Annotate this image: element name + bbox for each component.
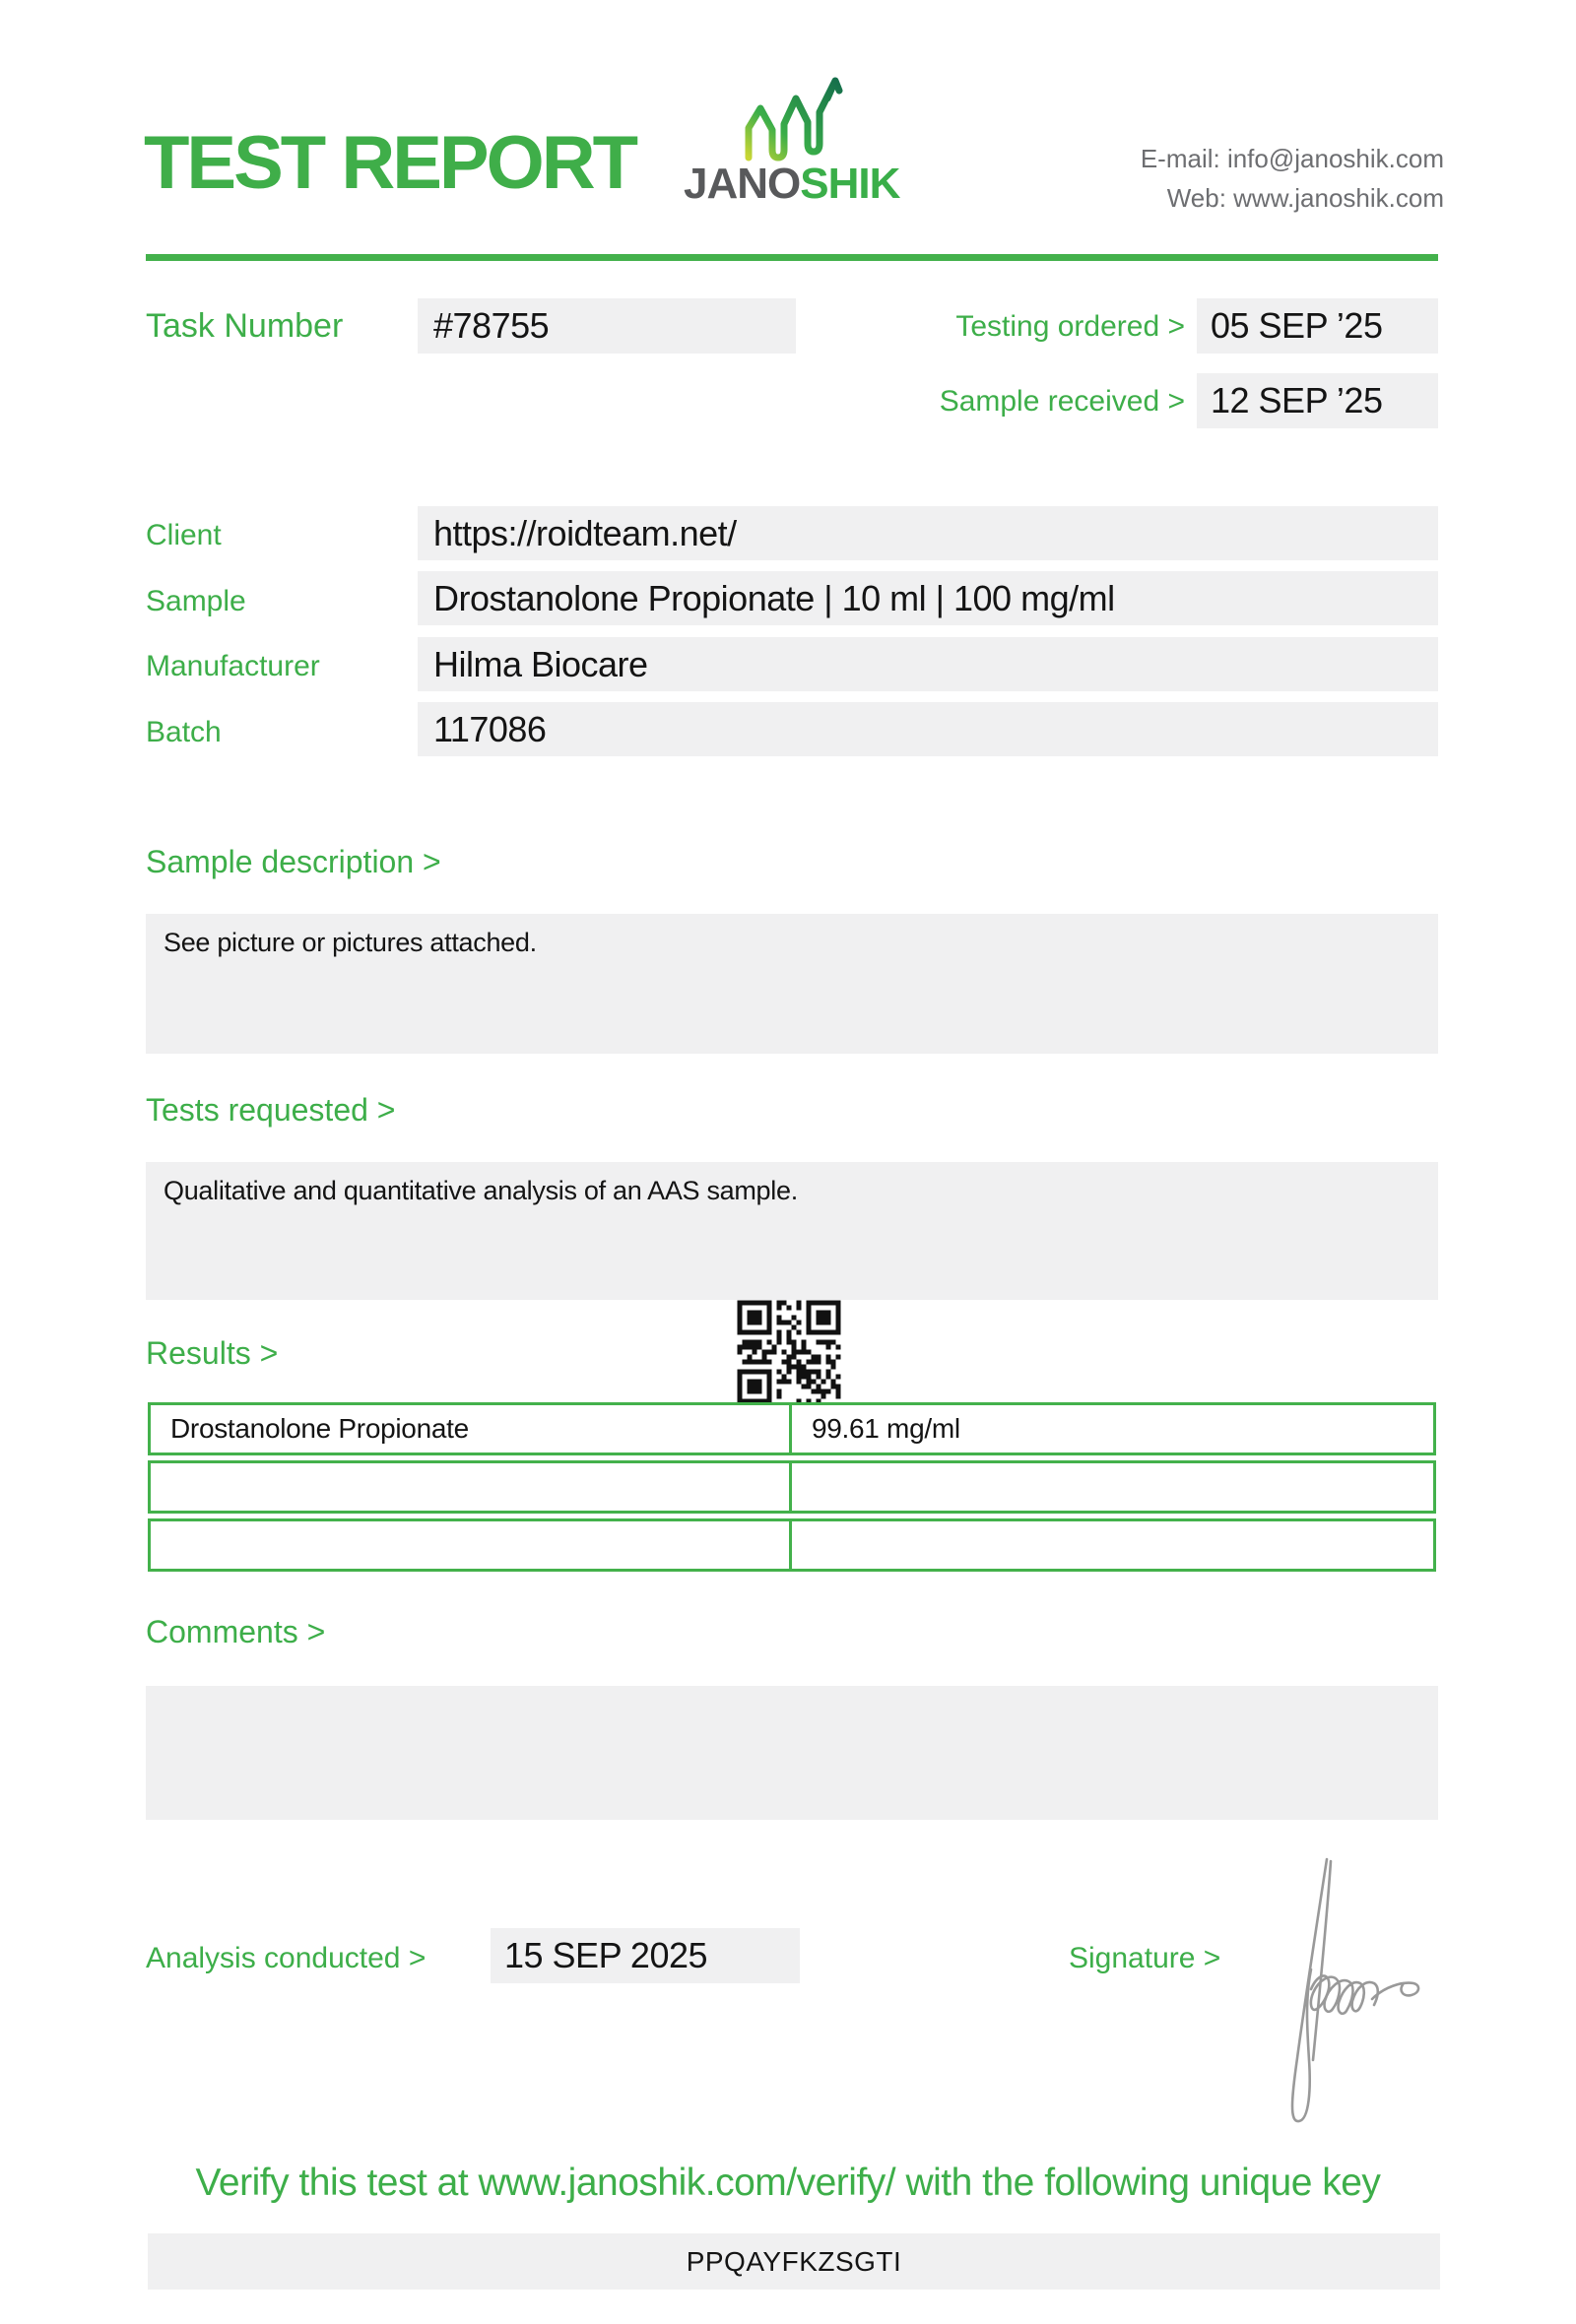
manufacturer-label: Manufacturer	[146, 650, 320, 682]
janoshik-logo-icon	[737, 73, 845, 167]
comments-box	[146, 1686, 1438, 1820]
result-amount	[792, 1463, 1433, 1511]
verify-key: PPQAYFKZSGTI	[686, 2245, 902, 2277]
testing-ordered-value: 05 SEP ’25	[1197, 298, 1438, 354]
analysis-conducted-label: Analysis conducted >	[146, 1942, 427, 1974]
result-substance: Drostanolone Propionate	[151, 1405, 792, 1452]
logo-text-green: SHIK	[800, 160, 900, 208]
table-row	[148, 1518, 1436, 1572]
tests-requested-box	[146, 1162, 1438, 1300]
batch-label: Batch	[146, 716, 222, 748]
contact-block	[1141, 139, 1444, 218]
sample-value: Drostanolone Propionate | 10 ml | 100 mg/ml	[418, 571, 1438, 625]
results-table	[148, 1402, 1436, 1577]
table-row	[148, 1460, 1436, 1514]
sample-received-label: Sample received >	[939, 385, 1185, 418]
batch-value: 117086	[418, 702, 1438, 756]
page-title: TEST REPORT	[144, 121, 636, 205]
testing-ordered-label: Testing ordered >	[955, 310, 1185, 343]
sample-description-text: See picture or pictures attached.	[164, 928, 537, 957]
task-number-value: #78755	[418, 298, 796, 354]
result-substance	[151, 1463, 792, 1511]
signature-label: Signature >	[1069, 1942, 1221, 1974]
sample-received-value: 12 SEP ’25	[1197, 373, 1438, 428]
verify-instruction: Verify this test at www.janoshik.com/verify/ with the following unique key	[195, 2162, 1381, 2204]
tests-requested-text: Qualitative and quantitative analysis of an AAS sample.	[164, 1176, 798, 1205]
client-value: https://roidteam.net/	[418, 506, 1438, 560]
comments-heading: Comments >	[146, 1614, 326, 1649]
janoshik-logo-text	[684, 162, 899, 206]
sample-description-box	[146, 914, 1438, 1054]
task-number-label: Task Number	[146, 307, 344, 345]
client-label: Client	[146, 519, 222, 551]
verify-key-box	[148, 2233, 1440, 2290]
sample-description-heading: Sample description >	[146, 844, 441, 879]
result-substance	[151, 1521, 792, 1569]
sample-label: Sample	[146, 585, 246, 617]
manufacturer-value: Hilma Biocare	[418, 637, 1438, 691]
tests-requested-heading: Tests requested >	[146, 1092, 396, 1128]
header-divider	[146, 254, 1438, 261]
results-heading: Results >	[146, 1335, 279, 1371]
result-amount: 99.61 mg/ml	[812, 1413, 960, 1444]
contact-web: Web: www.janoshik.com	[1166, 183, 1444, 213]
qr-code	[737, 1300, 841, 1404]
logo-text-gray: JANO	[684, 160, 801, 208]
result-amount	[792, 1521, 1433, 1569]
analysis-conducted-value: 15 SEP 2025	[491, 1928, 800, 1983]
table-row	[148, 1402, 1436, 1455]
signature-image	[1256, 1832, 1443, 2137]
contact-email: E-mail: info@janoshik.com	[1140, 144, 1444, 173]
